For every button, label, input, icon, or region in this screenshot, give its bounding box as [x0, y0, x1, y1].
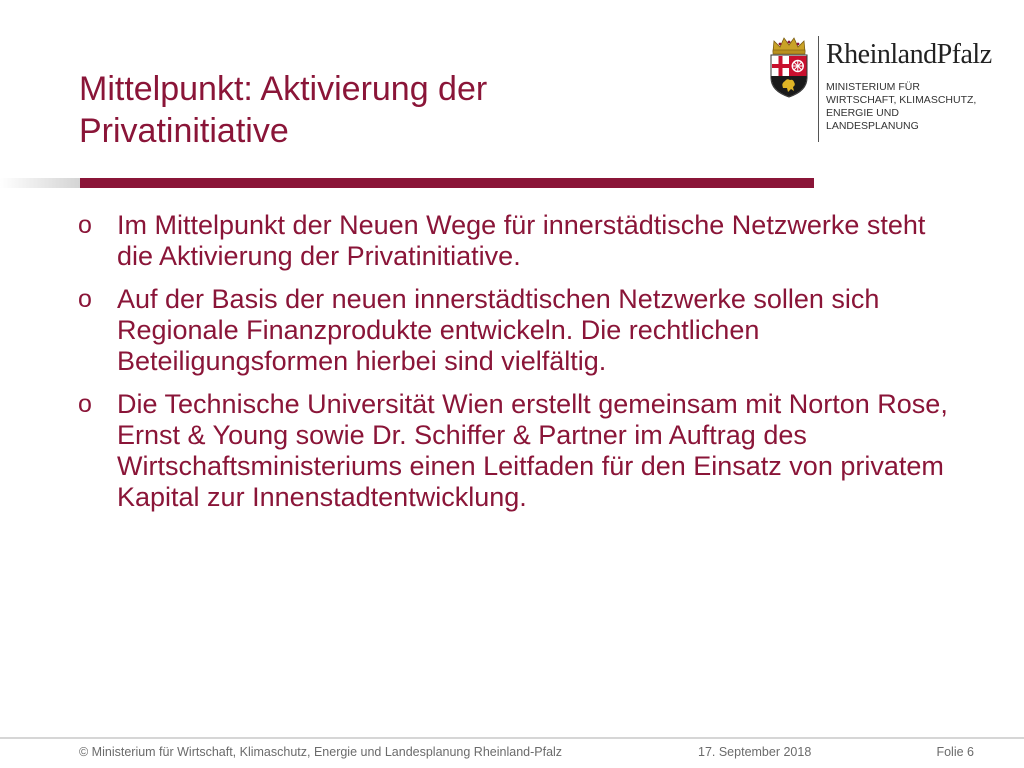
ministry-logo	[766, 36, 992, 146]
logo-ministry-line-4: LANDESPLANUNG	[826, 120, 919, 132]
logo-divider	[818, 36, 819, 142]
slide-title-line-1: Mittelpunkt: Aktivierung der	[79, 70, 488, 108]
slide-title	[79, 68, 679, 152]
title-rule	[80, 178, 814, 188]
bullet-item	[72, 389, 952, 513]
footer-copyright: © Ministerium für Wirtschaft, Klimaschutz, Energie und Landesplanung Rheinland-Pfalz	[79, 745, 563, 759]
footer-page-number: Folie 6	[936, 745, 974, 759]
footer-rule	[0, 737, 1024, 739]
bullet-marker-icon: o	[78, 285, 92, 313]
bullet-text: Im Mittelpunkt der Neuen Wege für innerstädtische Netzwerke steht die Aktivierung der Privatinitiative.	[117, 210, 926, 271]
title-rule-fade	[0, 178, 80, 188]
footer-date: 17. September 2018	[698, 745, 812, 759]
bullet-list	[72, 210, 952, 525]
logo-ministry-name	[826, 81, 986, 133]
logo-ministry-line-2: WIRTSCHAFT, KLIMASCHUTZ,	[826, 94, 977, 106]
bullet-marker-icon: o	[78, 211, 92, 239]
bullet-marker-icon: o	[78, 390, 92, 418]
logo-ministry-line-1: MINISTERIUM FÜR	[826, 81, 920, 93]
bullet-item	[72, 210, 952, 272]
coat-of-arms-icon	[766, 36, 812, 98]
bullet-text: Auf der Basis der neuen innerstädtischen Netzwerke sollen sich Regionale Finanzprodukte entwickeln. Die rechtlichen Beteiligungsformen hierbei sind vielfältig.	[117, 284, 880, 376]
bullet-item	[72, 284, 952, 377]
bullet-text: Die Technische Universität Wien erstellt gemeinsam mit Norton Rose, Ernst & Young sowie Dr. Schiffer & Partner im Auftrag des Wirtschaftsministeriums einen Leitfaden für den Einsatz von privatem Kapital zur Innenstadtentwicklung.	[117, 389, 948, 512]
logo-wordmark: RheinlandPfalz	[826, 39, 992, 70]
logo-ministry-line-3: ENERGIE UND	[826, 107, 899, 119]
slide-title-line-2: Privatinitiative	[79, 112, 289, 150]
